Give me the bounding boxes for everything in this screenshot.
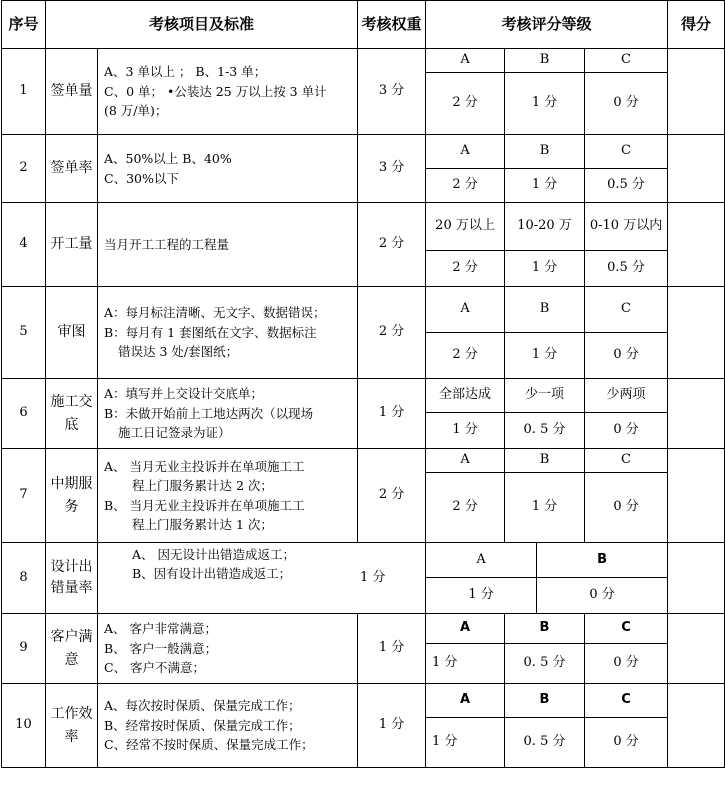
score-b: 1 分 bbox=[505, 251, 585, 287]
level-b: 10-20 万 bbox=[505, 203, 585, 251]
table-row bbox=[2, 379, 725, 413]
score-c: 0 分 bbox=[585, 473, 668, 543]
header-grade: 考核评分等级 bbox=[426, 1, 668, 49]
score-cell[interactable] bbox=[668, 287, 725, 379]
row-seq: 2 bbox=[2, 135, 46, 203]
row-item: 签单率 bbox=[46, 135, 98, 203]
score-c: 0 分 bbox=[585, 718, 668, 768]
row-standard: A、3 单以上 ； B、1-3 单； C、0 单； •公装达 25 万以上按 3 单计 (8 万/单)； bbox=[98, 49, 358, 135]
score-c: 0 分 bbox=[585, 413, 668, 449]
row-weight: 2 分 bbox=[358, 287, 426, 379]
level-a: A bbox=[426, 684, 505, 718]
score-a: 2 分 bbox=[426, 251, 505, 287]
level-a: A bbox=[426, 614, 505, 644]
header-seq: 序号 bbox=[2, 1, 46, 49]
level-c: C bbox=[585, 49, 668, 73]
level-a: A bbox=[426, 287, 505, 333]
row-weight: 3 分 bbox=[358, 49, 426, 135]
score-b: 0 分 bbox=[589, 587, 615, 603]
row-seq: 4 bbox=[2, 203, 46, 287]
score-c: 0 分 bbox=[585, 333, 668, 379]
score-a: 1 分 bbox=[426, 644, 505, 684]
row-standard: A：填写并上交设计交底单； B：未做开始前上工地达两次（以现场 施工日记签录为证） bbox=[98, 379, 358, 449]
table-row bbox=[2, 135, 725, 169]
header-item: 考核项目及标准 bbox=[46, 1, 358, 49]
row-weight: 1 分 bbox=[360, 569, 386, 585]
table-row bbox=[2, 203, 725, 251]
score-cell[interactable] bbox=[668, 379, 725, 449]
row-item: 施工交底 bbox=[46, 379, 98, 449]
score-b: 1 分 bbox=[505, 169, 585, 203]
row-item: 中期服务 bbox=[46, 449, 98, 543]
row-weight: 1 分 bbox=[358, 614, 426, 684]
row-standard: A、 客户非常满意； B、 客户一般满意； C、 客户不满意； bbox=[98, 614, 358, 684]
row-weight: 2 分 bbox=[358, 203, 426, 287]
level-b: B bbox=[505, 135, 585, 169]
score-cell[interactable] bbox=[668, 684, 725, 768]
score-b: 0. 5 分 bbox=[505, 644, 585, 684]
level-c: C bbox=[585, 614, 668, 644]
level-c: 0-10 万以内 bbox=[585, 203, 668, 251]
table-row bbox=[2, 614, 725, 644]
row-weight: 3 分 bbox=[358, 135, 426, 203]
row-standard: A、 当月无业主投诉并在单项施工工 程上门服务累计达 2 次； B、 当月无业主投诉并在单项施工工 程上门服务累计达 1 次； bbox=[98, 449, 358, 543]
row-item: 客户满意 bbox=[46, 614, 98, 684]
level-b: 少一项 bbox=[505, 379, 585, 413]
header-row bbox=[2, 1, 725, 49]
level-b: B bbox=[597, 551, 607, 567]
row-weight: 2 分 bbox=[358, 449, 426, 543]
score-a: 2 分 bbox=[426, 473, 505, 543]
row-item: 开工量 bbox=[46, 203, 98, 287]
score-cell[interactable] bbox=[668, 449, 725, 543]
row-standard: A、50%以上 B、40% C、30%以下 bbox=[98, 135, 358, 203]
table-row bbox=[2, 684, 725, 718]
score-a: 1 分 bbox=[426, 413, 505, 449]
row-standard: A、每次按时保质、保量完成工作； B、经常按时保质、保量完成工作； C、经常不按时保质、保量完成工作； bbox=[98, 684, 358, 768]
level-b: B bbox=[505, 684, 585, 718]
assessment-table bbox=[1, 0, 725, 768]
row-seq: 1 bbox=[2, 49, 46, 135]
score-a: 1 分 bbox=[426, 718, 505, 768]
score-b: 1 分 bbox=[505, 333, 585, 379]
row-weight: 1 分 bbox=[358, 684, 426, 768]
score-b: 0. 5 分 bbox=[505, 718, 585, 768]
row-seq: 7 bbox=[2, 449, 46, 543]
grade-split bbox=[426, 543, 668, 614]
level-a: A bbox=[426, 49, 505, 73]
row-standard: A：每月标注清晰、无文字、数据错误； B：每月有 1 套图纸在文字、数据标注 错误达 3 处/套图纸； bbox=[98, 287, 358, 379]
row-seq: 5 bbox=[2, 287, 46, 379]
level-a: 20 万以上 bbox=[426, 203, 505, 251]
row-seq: 8 bbox=[2, 543, 46, 614]
score-cell[interactable] bbox=[668, 203, 725, 287]
score-a: 2 分 bbox=[426, 333, 505, 379]
score-c: 0.5 分 bbox=[585, 169, 668, 203]
row-item: 设计出错量率 bbox=[46, 543, 98, 614]
level-c: C bbox=[585, 135, 668, 169]
level-b: B bbox=[505, 287, 585, 333]
row-seq: 9 bbox=[2, 614, 46, 684]
score-a: 2 分 bbox=[426, 169, 505, 203]
header-weight: 考核权重 bbox=[358, 1, 426, 49]
level-c: C bbox=[585, 449, 668, 473]
score-b: 1 分 bbox=[505, 73, 585, 135]
score-b: 0. 5 分 bbox=[505, 413, 585, 449]
score-a: 1 分 bbox=[426, 578, 537, 613]
score-a: 2 分 bbox=[426, 73, 505, 135]
score-c: 0 分 bbox=[585, 73, 668, 135]
score-cell[interactable] bbox=[668, 135, 725, 203]
score-c: 0 分 bbox=[585, 644, 668, 684]
row-standard: A、 因无设计出错造成返工； B、因有设计出错造成返工； bbox=[132, 547, 296, 582]
level-c: C bbox=[585, 684, 668, 718]
level-a: A bbox=[426, 543, 537, 577]
table-row bbox=[2, 287, 725, 333]
table-row bbox=[2, 449, 725, 473]
level-a: A bbox=[426, 135, 505, 169]
score-cell[interactable] bbox=[668, 543, 725, 614]
row-standard-weight bbox=[98, 543, 426, 614]
row-seq: 10 bbox=[2, 684, 46, 768]
level-b: B bbox=[505, 449, 585, 473]
row-item: 工作效率 bbox=[46, 684, 98, 768]
row-item: 审图 bbox=[46, 287, 98, 379]
score-cell[interactable] bbox=[668, 49, 725, 135]
score-c: 0.5 分 bbox=[585, 251, 668, 287]
row-seq: 6 bbox=[2, 379, 46, 449]
row-item: 签单量 bbox=[46, 49, 98, 135]
level-c: C bbox=[585, 287, 668, 333]
level-b: B bbox=[505, 614, 585, 644]
score-b: 1 分 bbox=[505, 473, 585, 543]
level-b: B bbox=[505, 49, 585, 73]
level-a: A bbox=[426, 449, 505, 473]
row-standard: 当月开工工程的工程量 bbox=[98, 203, 358, 287]
table-row bbox=[2, 49, 725, 73]
table-row bbox=[2, 543, 725, 614]
score-cell[interactable] bbox=[668, 614, 725, 684]
row-weight: 1 分 bbox=[358, 379, 426, 449]
level-c: 少两项 bbox=[585, 379, 668, 413]
header-score: 得分 bbox=[668, 1, 725, 49]
level-a: 全部达成 bbox=[426, 379, 505, 413]
